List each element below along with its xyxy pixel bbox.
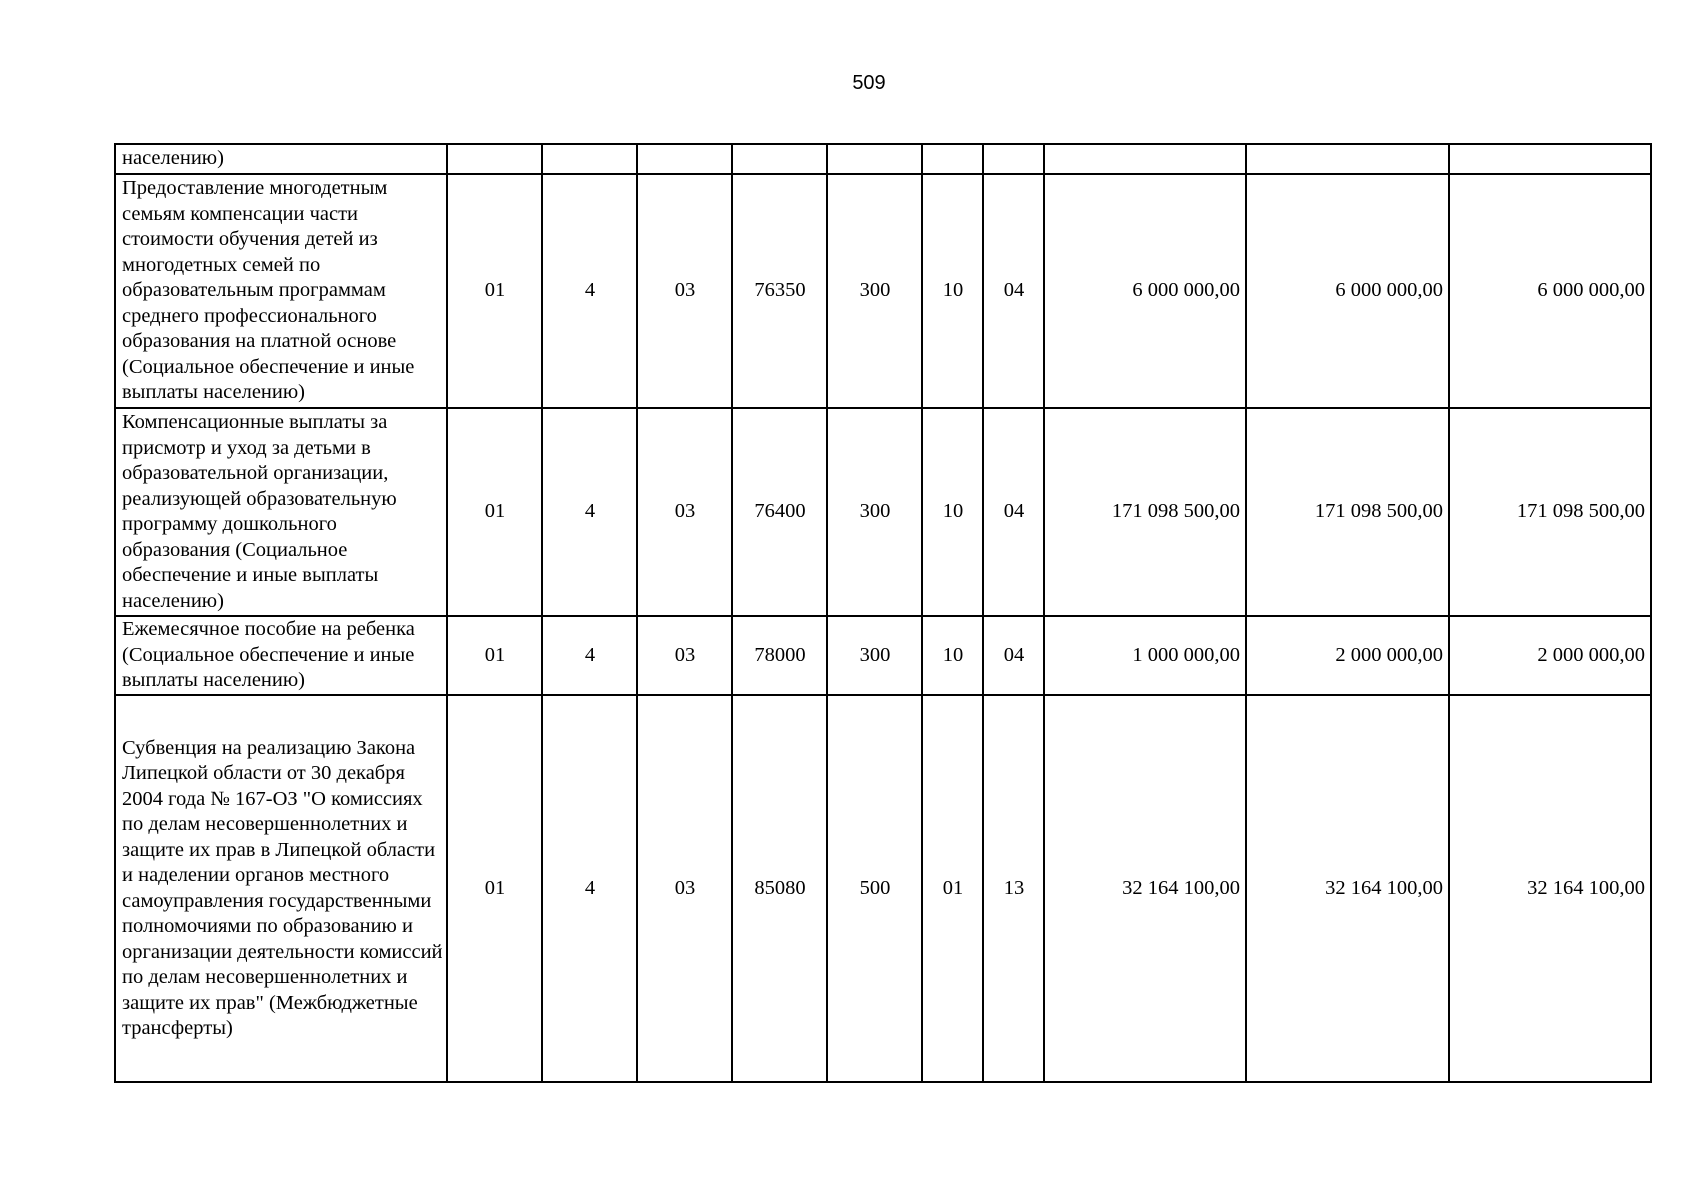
code-main-activity: 03 bbox=[637, 174, 732, 408]
amount-year-2: 32 164 100,00 bbox=[1246, 695, 1449, 1082]
amount-year-1: 171 098 500,00 bbox=[1044, 408, 1246, 616]
code-program: 01 bbox=[447, 408, 542, 616]
row-description: Ежемесячное пособие на ребенка (Социальное обеспечение и иные выплаты населению) bbox=[115, 616, 447, 695]
code-direction bbox=[732, 144, 827, 174]
row-description: Субвенция на реализацию Закона Липецкой области от 30 декабря 2004 года № 167-ОЗ "О комиссиях по делам несовершеннолетних и защите их прав в Липецкой области и наделении органов местного самоуправления государственными полномочиями по образованию и организации деятельности комиссий по делам несовершеннолетних и защите их прав" (Межбюджетные трансферты) bbox=[115, 695, 447, 1082]
code-section: 10 bbox=[922, 616, 983, 695]
code-expense-type: 300 bbox=[827, 408, 922, 616]
code-main-activity: 03 bbox=[637, 695, 732, 1082]
table-row bbox=[115, 174, 1651, 408]
amount-year-2: 2 000 000,00 bbox=[1246, 616, 1449, 695]
amount-year-3: 32 164 100,00 bbox=[1449, 695, 1651, 1082]
row-description: Предоставление многодетным семьям компенсации части стоимости обучения детей из многодетных семей по образовательным программам среднего профессионального образования на платной основе (Социальное обеспечение и иные выплаты населению) bbox=[115, 174, 447, 408]
amount-year-2 bbox=[1246, 144, 1449, 174]
row-description: населению) bbox=[115, 144, 447, 174]
amount-year-1: 32 164 100,00 bbox=[1044, 695, 1246, 1082]
table-row bbox=[115, 616, 1651, 695]
amount-year-1: 1 000 000,00 bbox=[1044, 616, 1246, 695]
code-subprogram: 4 bbox=[542, 408, 637, 616]
amount-year-2: 171 098 500,00 bbox=[1246, 408, 1449, 616]
amount-year-2: 6 000 000,00 bbox=[1246, 174, 1449, 408]
code-subprogram: 4 bbox=[542, 174, 637, 408]
code-section: 01 bbox=[922, 695, 983, 1082]
code-subsection: 04 bbox=[983, 616, 1044, 695]
code-expense-type: 300 bbox=[827, 174, 922, 408]
code-subsection: 04 bbox=[983, 408, 1044, 616]
code-subprogram: 4 bbox=[542, 695, 637, 1082]
code-direction: 78000 bbox=[732, 616, 827, 695]
code-direction: 76350 bbox=[732, 174, 827, 408]
code-main-activity: 03 bbox=[637, 616, 732, 695]
code-expense-type: 300 bbox=[827, 616, 922, 695]
code-subprogram bbox=[542, 144, 637, 174]
amount-year-1: 6 000 000,00 bbox=[1044, 174, 1246, 408]
amount-year-3: 171 098 500,00 bbox=[1449, 408, 1651, 616]
code-expense-type: 500 bbox=[827, 695, 922, 1082]
code-direction: 85080 bbox=[732, 695, 827, 1082]
code-expense-type bbox=[827, 144, 922, 174]
table-row bbox=[115, 695, 1651, 1082]
table-row bbox=[115, 144, 1651, 174]
code-subsection: 13 bbox=[983, 695, 1044, 1082]
code-program: 01 bbox=[447, 174, 542, 408]
code-subsection bbox=[983, 144, 1044, 174]
code-program: 01 bbox=[447, 695, 542, 1082]
row-description: Компенсационные выплаты за присмотр и уход за детьми в образовательной организации, реализующей образовательную программу дошкольного образования (Социальное обеспечение и иные выплаты населению) bbox=[115, 408, 447, 616]
code-direction: 76400 bbox=[732, 408, 827, 616]
table-row bbox=[115, 408, 1651, 616]
amount-year-3: 2 000 000,00 bbox=[1449, 616, 1651, 695]
code-section bbox=[922, 144, 983, 174]
code-section: 10 bbox=[922, 408, 983, 616]
page-number: 509 bbox=[852, 72, 886, 94]
code-subprogram: 4 bbox=[542, 616, 637, 695]
code-main-activity: 03 bbox=[637, 408, 732, 616]
code-section: 10 bbox=[922, 174, 983, 408]
code-program: 01 bbox=[447, 616, 542, 695]
amount-year-3: 6 000 000,00 bbox=[1449, 174, 1651, 408]
code-subsection: 04 bbox=[983, 174, 1044, 408]
amount-year-3 bbox=[1449, 144, 1651, 174]
amount-year-1 bbox=[1044, 144, 1246, 174]
code-program bbox=[447, 144, 542, 174]
code-main-activity bbox=[637, 144, 732, 174]
budget-table bbox=[114, 143, 1652, 1083]
